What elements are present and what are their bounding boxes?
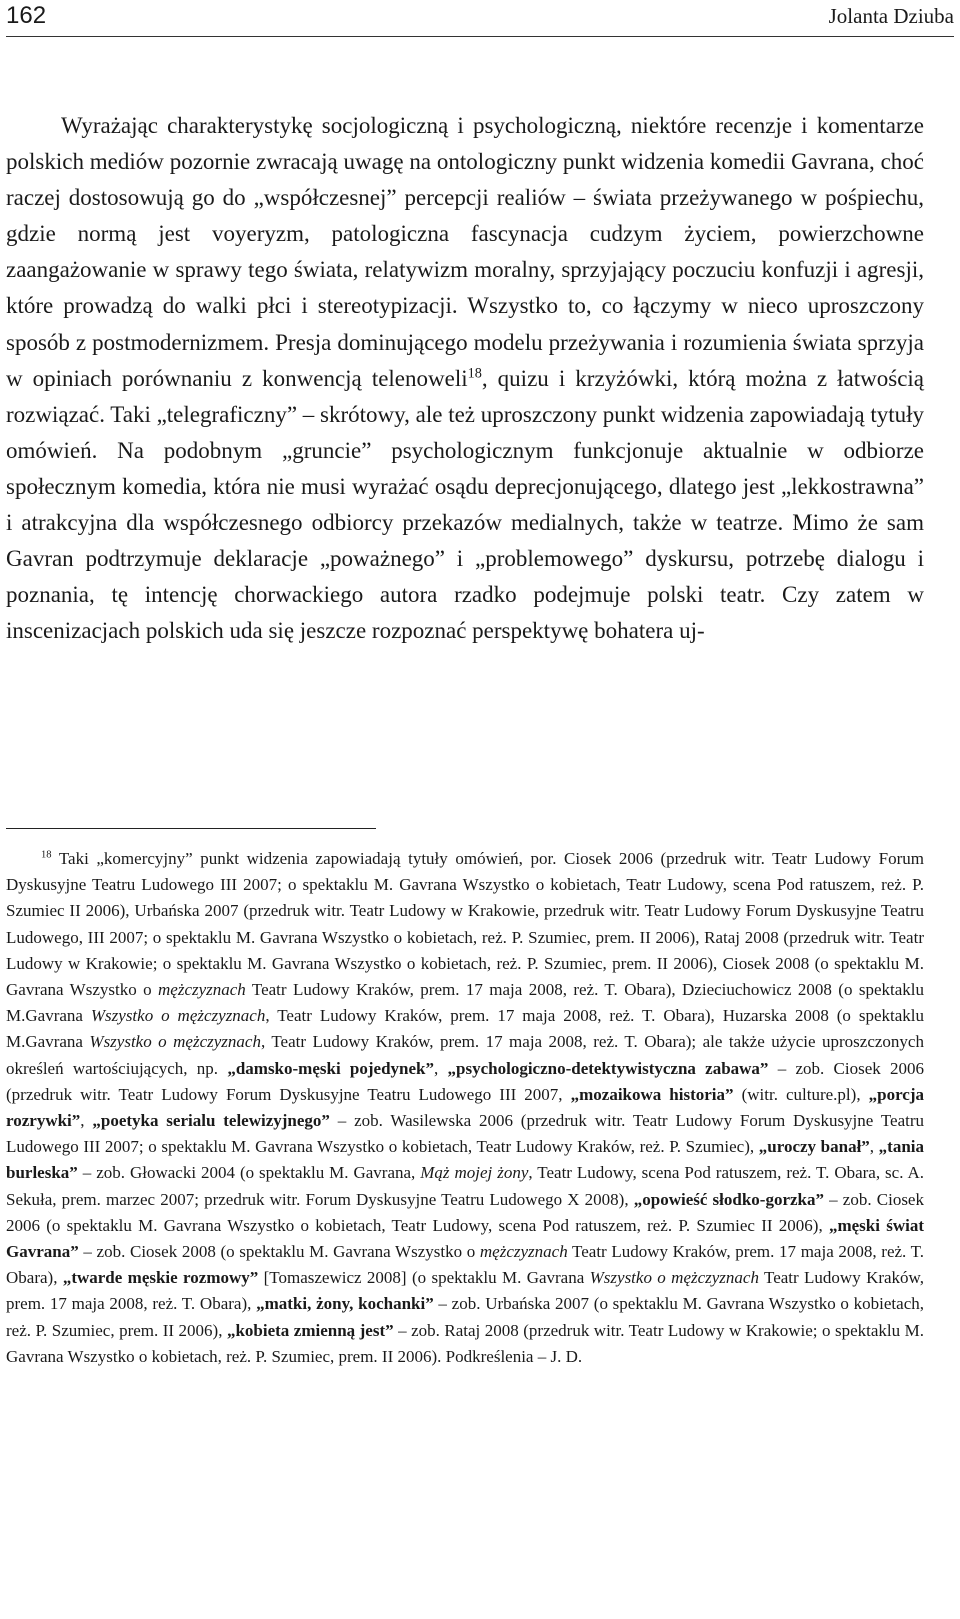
footnote-bold-phrase: „mozaikowa historia” [570, 1084, 734, 1104]
footnote-bold-phrase: „porcja rozrywki” [6, 1084, 925, 1131]
footnote-text: Teatr Ludowy Kraków, prem. 17 maja 2008, reż. T. Obara), Dzieciuchowicz 2008 (o spektaklu M.Gavrana [6, 980, 925, 1026]
footnote-bold-phrase: „poetyka serialu telewizyjnego” [92, 1111, 330, 1131]
footnote-bold-phrase: „kobieta zmienną jest” [226, 1320, 394, 1340]
body-paragraph [6, 108, 924, 649]
footnote-bold-phrase: „męski świat Gavrana” [6, 1215, 924, 1262]
footnote-bold-phrase: „twarde męskie rozmowy” [62, 1268, 259, 1288]
footnote-italic-title: Wszystko o mężczyznach [90, 1006, 266, 1026]
footnote-reference[interactable]: 18 [467, 365, 482, 381]
footnote-text: – zob. Ciosek 2008 (o spektaklu M. Gavrana Wszystko o [78, 1242, 480, 1262]
footnote-text: Teatr Ludowy Kraków, prem. 17 maja 2008, reż. T. Obara), [6, 1268, 924, 1314]
footnote-italic-title: Mąż mojej żony [420, 1163, 529, 1183]
footnote-italic-title: Wszystko o mężczyznach [589, 1268, 759, 1288]
footnote-bold-phrase: „uroczy banał” [758, 1137, 870, 1157]
footnote-bold-phrase: „opowieść słodko-gorzka” [633, 1189, 825, 1209]
footnote-bold-phrase: „matki, żony, kochanki” [256, 1294, 434, 1314]
running-head-author: Jolanta Dziuba [828, 4, 954, 28]
footnote-text: (witr. culture.pl), [733, 1084, 869, 1104]
footnote-bold-phrase: „tania burleska” [6, 1137, 925, 1183]
footnote-italic-title: mężczyznach [158, 980, 246, 1000]
footnote-italic-title: Wszystko o mężczyznach [89, 1032, 261, 1052]
footnote-text: Teatr Ludowy Kraków, prem. 17 maja 2008, reż. T. Obara), [6, 1242, 925, 1288]
footnote-bold-phrase: „damsko-męski pojedynek” [227, 1058, 435, 1078]
footnote-italic-title: mężczyznach [479, 1242, 568, 1262]
page-header [6, 0, 954, 37]
footnote-text: [Tomaszewicz 2008] (o spektaklu M. Gavrana [258, 1268, 590, 1288]
footnote-text: – zob. Wasilewska 2006 (przedruk witr. Teatr Ludowy Forum Dyskusyjne Teatru Ludowego III 2007; o spektaklu M. Gavrana Wszystko o kobietach, Teatr Ludowy Kraków, reż. P. Szumiec), [6, 1111, 925, 1157]
body-text-part-1: Wyrażając charakterystykę socjologiczną i psychologiczną, niektóre recenzje i komentarze polskich mediów pozornie zwracają uwagę na ontologiczny punkt widzenia komedii Gavrana, choć raczej dostosowują go do „współczesnej” percepcji realiów – świata przeżywanego w pośpiechu, gdzie normą jest voyeryzm, patologiczna fascynacja cudzym życiem, powierzchowne zaangażowanie w sprawy tego świata, relatywizm moralny, sprzyjający poczuciu konfuzji i agresji, które prowadzą do walki płci i stereotypizacji. Wszystko to, co łączymy w nieco uproszczony sposób z postmodernizmem. Presja dominującego modelu przeżywania i rozumienia świata sprzyja w opiniach porównaniu z konwencją telenoweli [6, 113, 924, 391]
page-number: 162 [6, 2, 47, 29]
footnote-text: , Teatr Ludowy Kraków, prem. 17 maja 2008, reż. T. Obara), Huzarska 2008 (o spektaklu M.Gavrana [6, 1006, 924, 1052]
body-text-part-2: , quizu i krzyżówki, którą można z łatwością rozwiązać. Taki „telegraficzny” – skrótowy, ale też uproszczony punkt widzenia zapowiadają tytuły omówień. Na podobnym „gruncie” psychologicznym funkcjonuje aktualnie w odbiorze społecznym komedia, która nie musi wyrażać osądu deprecjonującego, dlatego jest „lekkostrawna” i atrakcyjna dla współczesnego odbiorcy przekazów medialnych, także w teatrze. Mimo że sam Gavran podtrzymuje deklaracje „poważnego” i „problemowego” dyskursu, potrzebę dialogu i poznania, tę intencję chorwackiego autora rzadko podejmuje polski teatr. Czy zatem w inscenizacjach polskich uda się jeszcze rozpoznać perspektywę bohatera uj- [6, 365, 925, 644]
footnote-text: , [80, 1111, 93, 1131]
footnote-text: , Teatr Ludowy Kraków, prem. 17 maja 2008, reż. T. Obara); ale także użycie uproszczonych określeń wartościujących, np. [6, 1032, 924, 1078]
footnote-text: , Teatr Ludowy, scena Pod ratuszem, reż. T. Obara, sc. A. Sekuła, prem. marzec 2007; przedruk witr. Forum Dyskusyjne Teatru Ludowego X 2008), [6, 1163, 924, 1209]
footnote-number: 18 [41, 849, 52, 861]
footnote-bold-phrase: „psychologiczno-detektywistyczna zabawa” [447, 1058, 769, 1078]
footnote-text: , [434, 1058, 448, 1078]
footnote-text: Taki „komercyjny” punkt widzenia zapowiadają tytuły omówień, por. Ciosek 2006 (przedruk witr. Teatr Ludowy Forum Dyskusyjne Teatru Ludowego III 2007; o spektaklu M. Gavrana Wszystko o kobietach, Teatr Ludowy, scena Pod ratuszem, reż. P. Szumiec II 2006), Urbańska 2007 (przedruk witr. Teatr Ludowy w Krakowie, przedruk witr. Teatr Ludowy Forum Dyskusyjne Teatru Ludowego, III 2007; o spektaklu M. Gavrana Wszystko o kobietach, reż. P. Szumiec, prem. II 2006), Rataj 2008 (przedruk witr. Teatr Ludowy w Krakowie; o spektaklu M. Gavrana Wszystko o kobietach, reż. P. Szumiec, prem. II 2006), Ciosek 2008 (o spektaklu M. Gavrana Wszystko o [6, 849, 924, 1000]
footnote-text: , [869, 1137, 879, 1157]
footnote-text: – zob. Rataj 2008 (przedruk witr. Teatr Ludowy w Krakowie; o spektaklu M. Gavrana Wszystko o kobietach, reż. P. Szumiec, prem. II 2006). Podkreślenia – J. D. [6, 1320, 924, 1366]
footnote-text: – zob. Ciosek 2006 (o spektaklu M. Gavrana Wszystko o kobietach, Teatr Ludowy, scena Pod ratuszem, reż. P. Szumiec II 2006), [6, 1189, 924, 1235]
footnote-text: – zob. Ciosek 2006 (przedruk witr. Teatr Ludowy Forum Dyskusyjne Teatru Ludowego III 2007, [6, 1058, 924, 1104]
footnote-separator [6, 828, 376, 829]
footnote-text: – zob. Głowacki 2004 (o spektaklu M. Gavrana, [77, 1163, 421, 1183]
footnote-text: – zob. Urbańska 2007 (o spektaklu M. Gavrana Wszystko o kobietach, reż. P. Szumiec, prem. II 2006), [6, 1294, 924, 1340]
footnote-18 [6, 846, 924, 1370]
